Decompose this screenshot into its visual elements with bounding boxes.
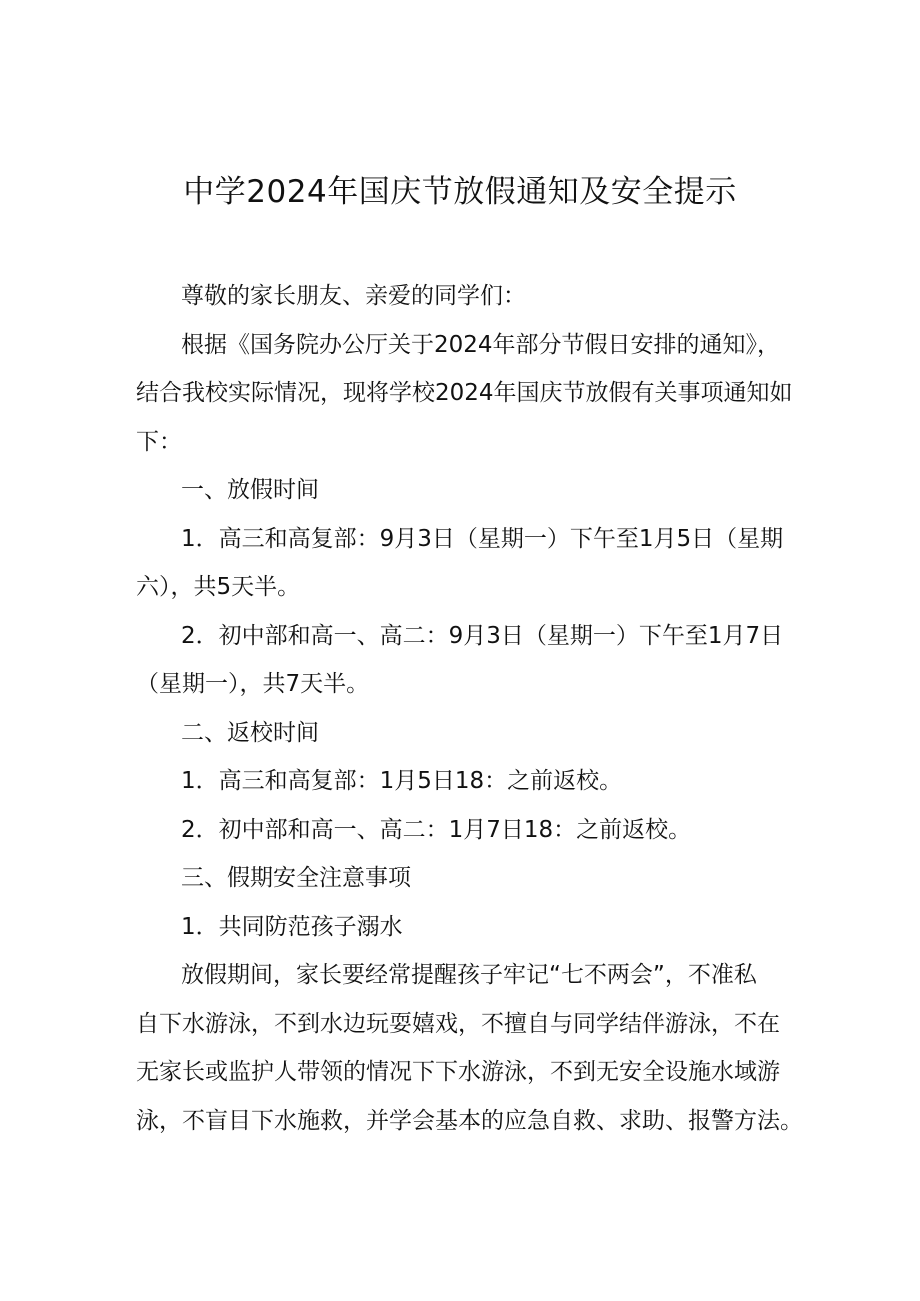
text-line: 2．初中部和高一、高二：1月7日18：之前返校。 (181, 816, 692, 843)
text-line: 二、返校时间 (181, 719, 319, 746)
text-line: 泳，不盲目下水施救，并学会基本的应急自救、求助、报警方法。 (136, 1107, 803, 1134)
text-line: 1．共同防范孩子溺水 (181, 913, 403, 940)
text-line: 结合我校实际情况，现将学校2024年国庆节放假有关事项通知如 (136, 380, 793, 406)
text-line: （星期一），共7天半。 (136, 671, 370, 697)
text-line: 下： (136, 428, 182, 455)
text-line: 无家长或监护人带领的情况下下水游泳，不到无安全设施水域游 (136, 1059, 780, 1085)
document-body (136, 272, 801, 1145)
text-line: 三、假期安全注意事项 (181, 865, 411, 891)
text-line: 自下水游泳，不到水边玩耍嬉戏，不擅自与同学结伴游泳，不在 (136, 1010, 780, 1037)
text-line: 1．高三和高复部：1月5日18：之前返校。 (181, 768, 623, 794)
text-line: 一、放假时间 (181, 477, 319, 503)
text-line: 根据《国务院办公厅关于2024年部分节假日安排的通知》， (181, 331, 781, 358)
text-line: 六），共5天半。 (136, 574, 301, 600)
text-line: 2．初中部和高一、高二：9月3日（星期一）下午至1月7日 (181, 622, 784, 649)
document-title: 中学2024年国庆节放假通知及安全提示 (183, 174, 737, 210)
text-line: 尊敬的家长朋友、亲爱的同学们： (181, 283, 526, 309)
text-line: 1．高三和高复部：9月3日（星期一）下午至1月5日（星期 (181, 525, 784, 552)
text-line: 放假期间，家长要经常提醒孩子牢记“七不两会”，不准私 (181, 962, 757, 988)
